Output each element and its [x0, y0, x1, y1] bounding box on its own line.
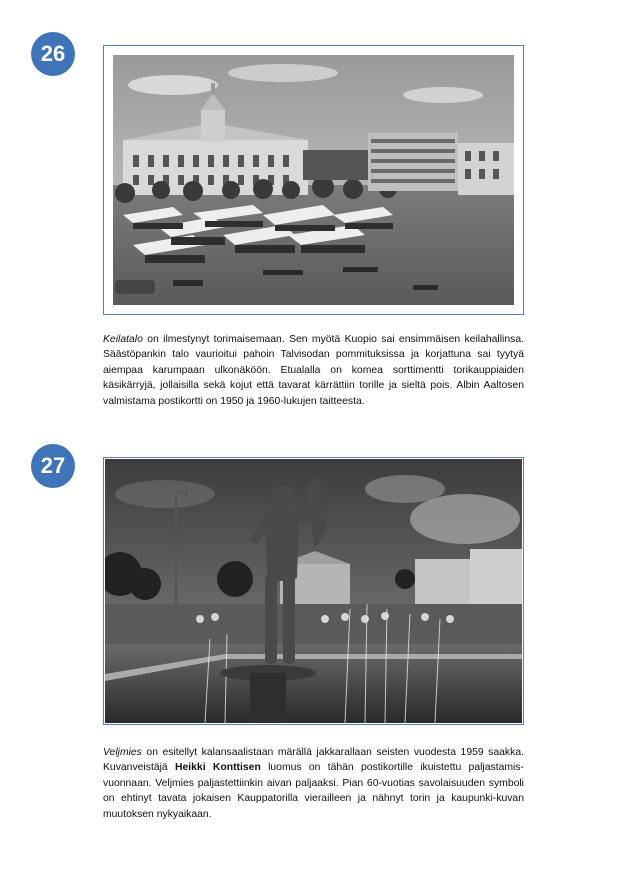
- caption-lead: Keilatalo: [103, 334, 143, 345]
- caption-text: on ilmestynyt torimaisemaan. Sen myötä Kuopio sai ensimmäisen keilahallinsa. Säästöpankin talo vaurioitui pahoin Talvisodan pommituksissa ja korjattuna sai tyytyä aiempaa karumpaan ulkonäköön. Etualalla on komea sorttimentti torikauppiaiden käsikärryjä, jollaisilla sekä kojut että tavarat kärrättiin torille ja sieltä pois. Albin Aaltosen valmistama postikortti on 1950 ja 1960-lukujen taitteesta.: [103, 334, 524, 407]
- item-number-badge: 26: [31, 32, 75, 76]
- photo-caption: [103, 745, 524, 822]
- statue-fountain-photo: [105, 459, 522, 723]
- photo-frame: [103, 457, 524, 725]
- market-square-photo: [113, 55, 514, 305]
- caption-text: on esitellyt kalansaalistaan märällä jakkarallaan seisten vuodesta 1959 saakka. Kuvanveistäjä: [103, 747, 524, 774]
- caption-lead: Veljmies: [103, 747, 142, 758]
- item-number-badge: 27: [31, 444, 75, 488]
- sculptor-name: Heikki Konttisen: [174, 762, 261, 774]
- photo-frame: [103, 45, 524, 315]
- photo-caption: [103, 332, 524, 409]
- caption-text: luomus on tähän postikortille ikuistettu paljastamis-vuonnaan. Veljmies paljastettiinkin aivan paljaaksi. Pian 60-vuotias savolaisuuden symboli on ehtinyt tavata jokaisen Kauppatorilla vierailleen ja nähnyt torin ja kaupunki-kuvan muutoksen nykyaikaan.: [103, 762, 524, 820]
